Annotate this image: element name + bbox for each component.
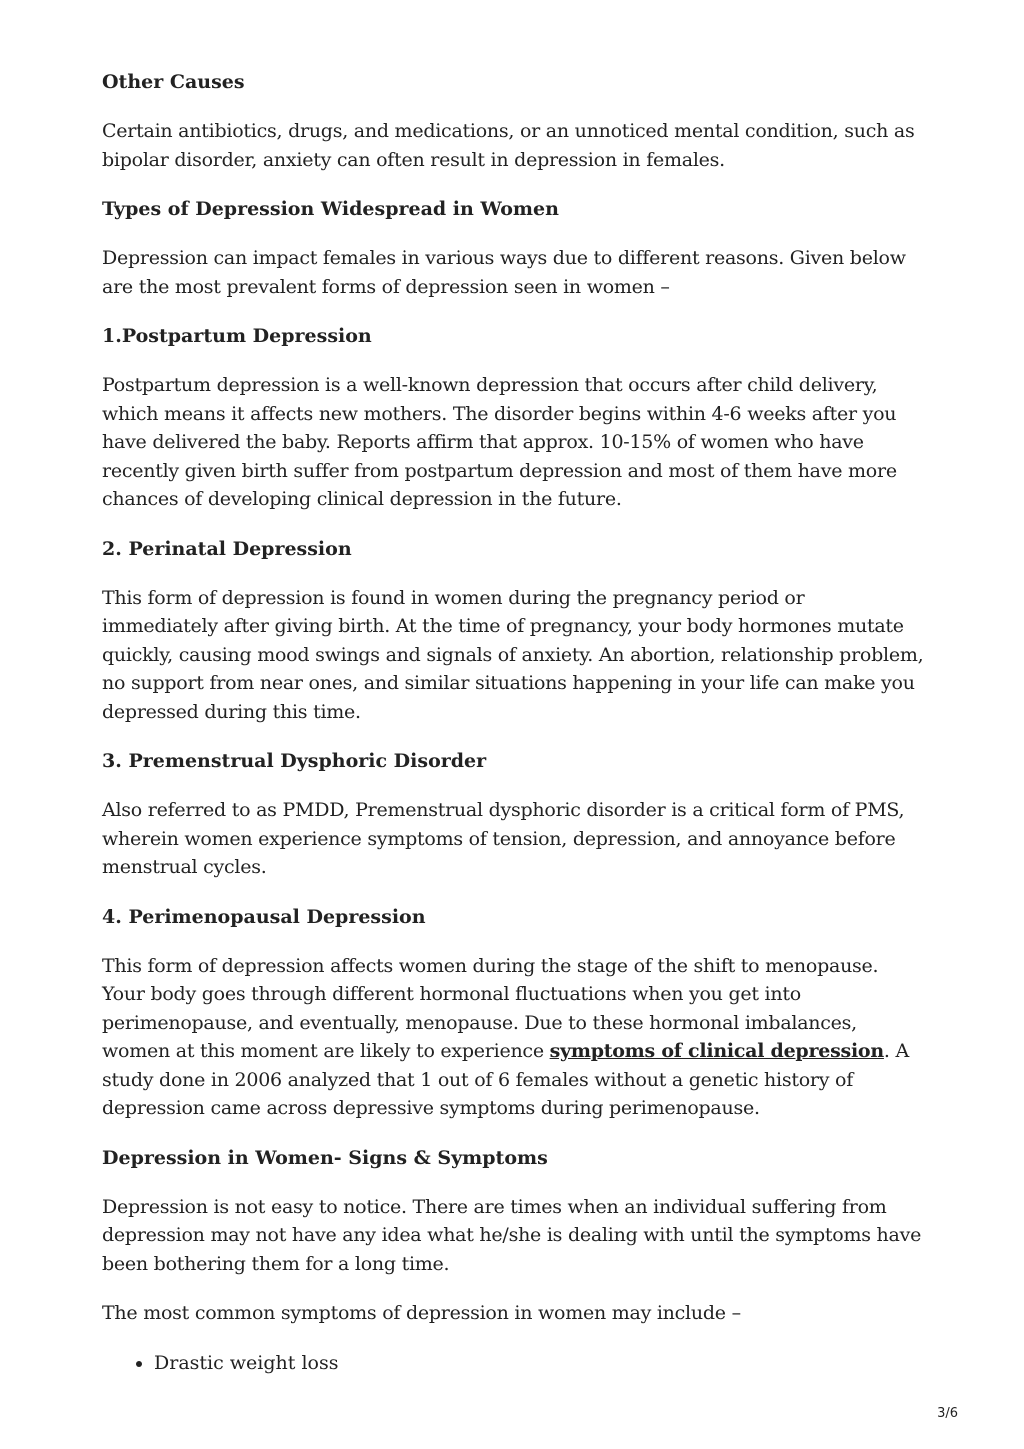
paragraph-perimenopausal-text-after: . A study done in 2006 analyzed that 1 out of 6 females without a genetic history of depression came across depressive symptoms during perimenopause. xyxy=(102,1040,909,1119)
paragraph-types: Depression can impact females in various ways due to different reasons. Given below are the most prevalent forms of depression seen in women – xyxy=(102,247,906,298)
clinical-depression-link[interactable]: symptoms of clinical depression xyxy=(549,1040,884,1062)
section-heading-perimenopausal: 4. Perimenopausal Depression xyxy=(102,905,426,928)
section-heading-pmdd: 3. Premenstrual Dysphoric Disorder xyxy=(102,750,487,772)
symptoms-list xyxy=(102,1349,924,1378)
paragraph-signs: Depression is not easy to notice. There are times when an individual suffering from depression may not have any idea what he/she is dealing with until the symptoms have been bothering them for a long time. xyxy=(102,1195,922,1275)
section-heading-postpartum: 1.Postpartum Depression xyxy=(102,325,372,347)
paragraph-other-causes: Certain antibiotics, drugs, and medications, or an unnoticed mental condition, such as bipolar disorder, anxiety can often result in depression in females. xyxy=(102,120,915,171)
paragraph-pmdd: Also referred to as PMDD, Premenstrual dysphoric disorder is a critical form of PMS, wherein women experience symptoms of tension, depression, and annoyance before menstrual cycles. xyxy=(102,799,905,878)
section-heading-perinatal: 2. Perinatal Depression xyxy=(102,537,352,560)
section-heading-signs: Depression in Women- Signs & Symptoms xyxy=(102,1146,548,1169)
paragraph-perimenopausal-text-before: This form of depression affects women during the stage of the shift to menopause. Your body goes through different hormonal fluctuations when you get into perimenopause, and eventually, menopause. Due to these hormonal imbalances, women at this moment are likely to experience xyxy=(102,954,879,1062)
section-heading-other-causes: Other Causes xyxy=(102,71,245,93)
page-number: 3/6 xyxy=(937,1406,958,1421)
paragraph-signs-intro: The most common symptoms of depression in women may include – xyxy=(102,1302,741,1324)
document-page xyxy=(102,68,924,1377)
list-item: • Drastic weight loss xyxy=(154,1349,924,1378)
section-heading-types: Types of Depression Widespread in Women xyxy=(102,198,559,220)
paragraph-postpartum: Postpartum depression is a well-known depression that occurs after child delivery, which means it affects new mothers. The disorder begins within 4-6 weeks after you have delivered the baby. Reports affirm that approx. 10-15% of women who have recently given birth suffer from postpartum depression and most of them have more chances of developing clinical depression in the future. xyxy=(102,374,897,510)
paragraph-perinatal: This form of depression is found in women during the pregnancy period or immediately after giving birth. At the time of pregnancy, your body hormones mutate quickly, causing mood swings and signals of anxiety. An abortion, relationship problem, no support from near ones, and similar situations happening in your life can make you depressed during this time. xyxy=(102,586,924,723)
paragraph-perimenopausal xyxy=(102,952,924,1123)
